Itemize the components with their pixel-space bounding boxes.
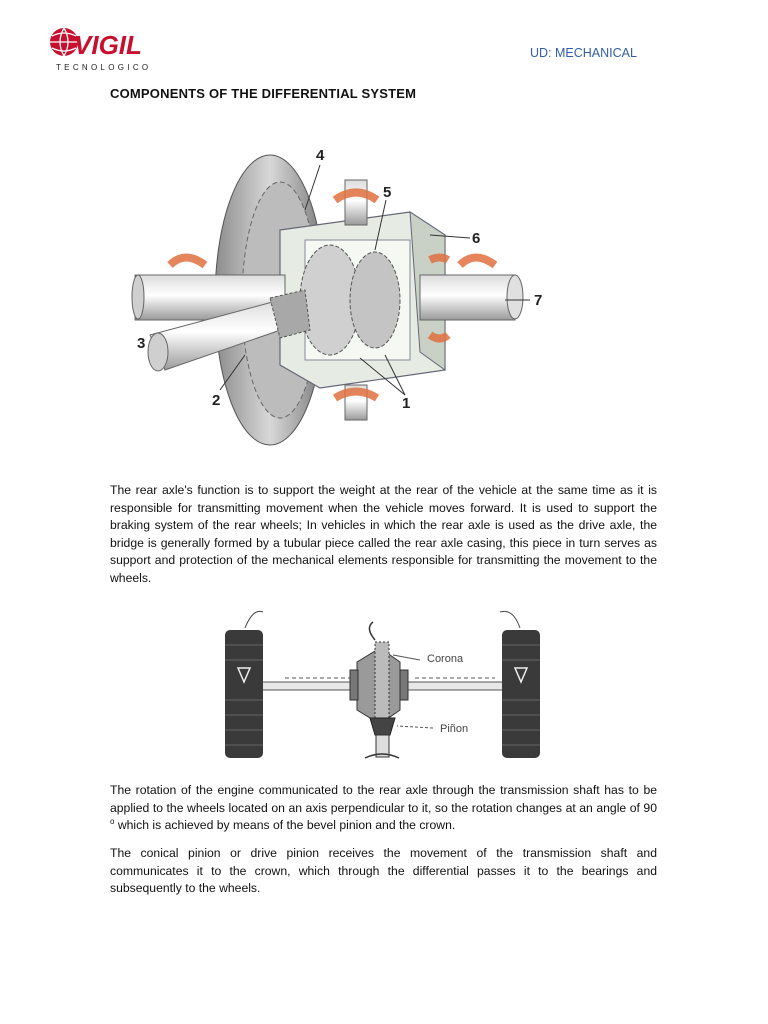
planetary-gears	[300, 245, 400, 355]
page-title: COMPONENTS OF THE DIFFERENTIAL SYSTEM	[110, 86, 417, 101]
figure1-label-5: 5	[383, 184, 392, 201]
label-pinion: Piñon	[440, 723, 469, 735]
paragraph-rotation-text-end: which is achieved by means of the bevel pinion and the crown.	[114, 818, 456, 833]
paragraph-rotation-text: The rotation of the engine communicated to the rear axle through the transmission shaft has to be applied to the wheels located on an axis perpendicular to it, so the rotation changes at an angle of 90	[110, 783, 657, 815]
figure1-label-6: 6	[472, 230, 481, 247]
paragraph-rotation	[110, 782, 657, 835]
paragraph-pinion: The conical pinion or drive pinion receives the movement of the transmission shaft and communicates it to the crown, which through the differential passes it to the bearings and subsequently to the wheels.	[110, 846, 657, 896]
figure1-label-3: 3	[137, 335, 146, 352]
left-wheel	[225, 611, 263, 758]
figure1-label-2: 2	[212, 392, 221, 409]
logo-main-text: VIGIL	[74, 30, 142, 60]
right-wheel	[500, 611, 540, 758]
label-crown: Corona	[427, 653, 464, 665]
unit-label: UD: MECHANICAL	[530, 46, 637, 60]
differential-housing	[350, 642, 408, 724]
paragraph-rear-axle: The rear axle's function is to support the weight at the rear of the vehicle at the same time as it is responsible for transmitting movement when the vehicle moves forward. It is used to support the braking system of the rear wheels; In vehicles in which the rear axle is used as the drive axle, the bridge is generally formed by a tubular piece called the rear axle casing, this piece in turn serves as support and protection of the mechanical elements responsible for transmitting the movement to the wheels.	[110, 483, 657, 585]
figure1-label-1: 1	[402, 395, 411, 412]
crown-pinion-schematic	[215, 600, 560, 765]
logo-sub-text: TECNOLOGICO	[56, 63, 152, 72]
degree-symbol: o	[110, 817, 115, 827]
figure1-label-4: 4	[316, 147, 325, 164]
vigil-logo	[44, 22, 164, 74]
figure1-label-7: 7	[534, 292, 543, 309]
differential-components-figure	[130, 140, 560, 450]
